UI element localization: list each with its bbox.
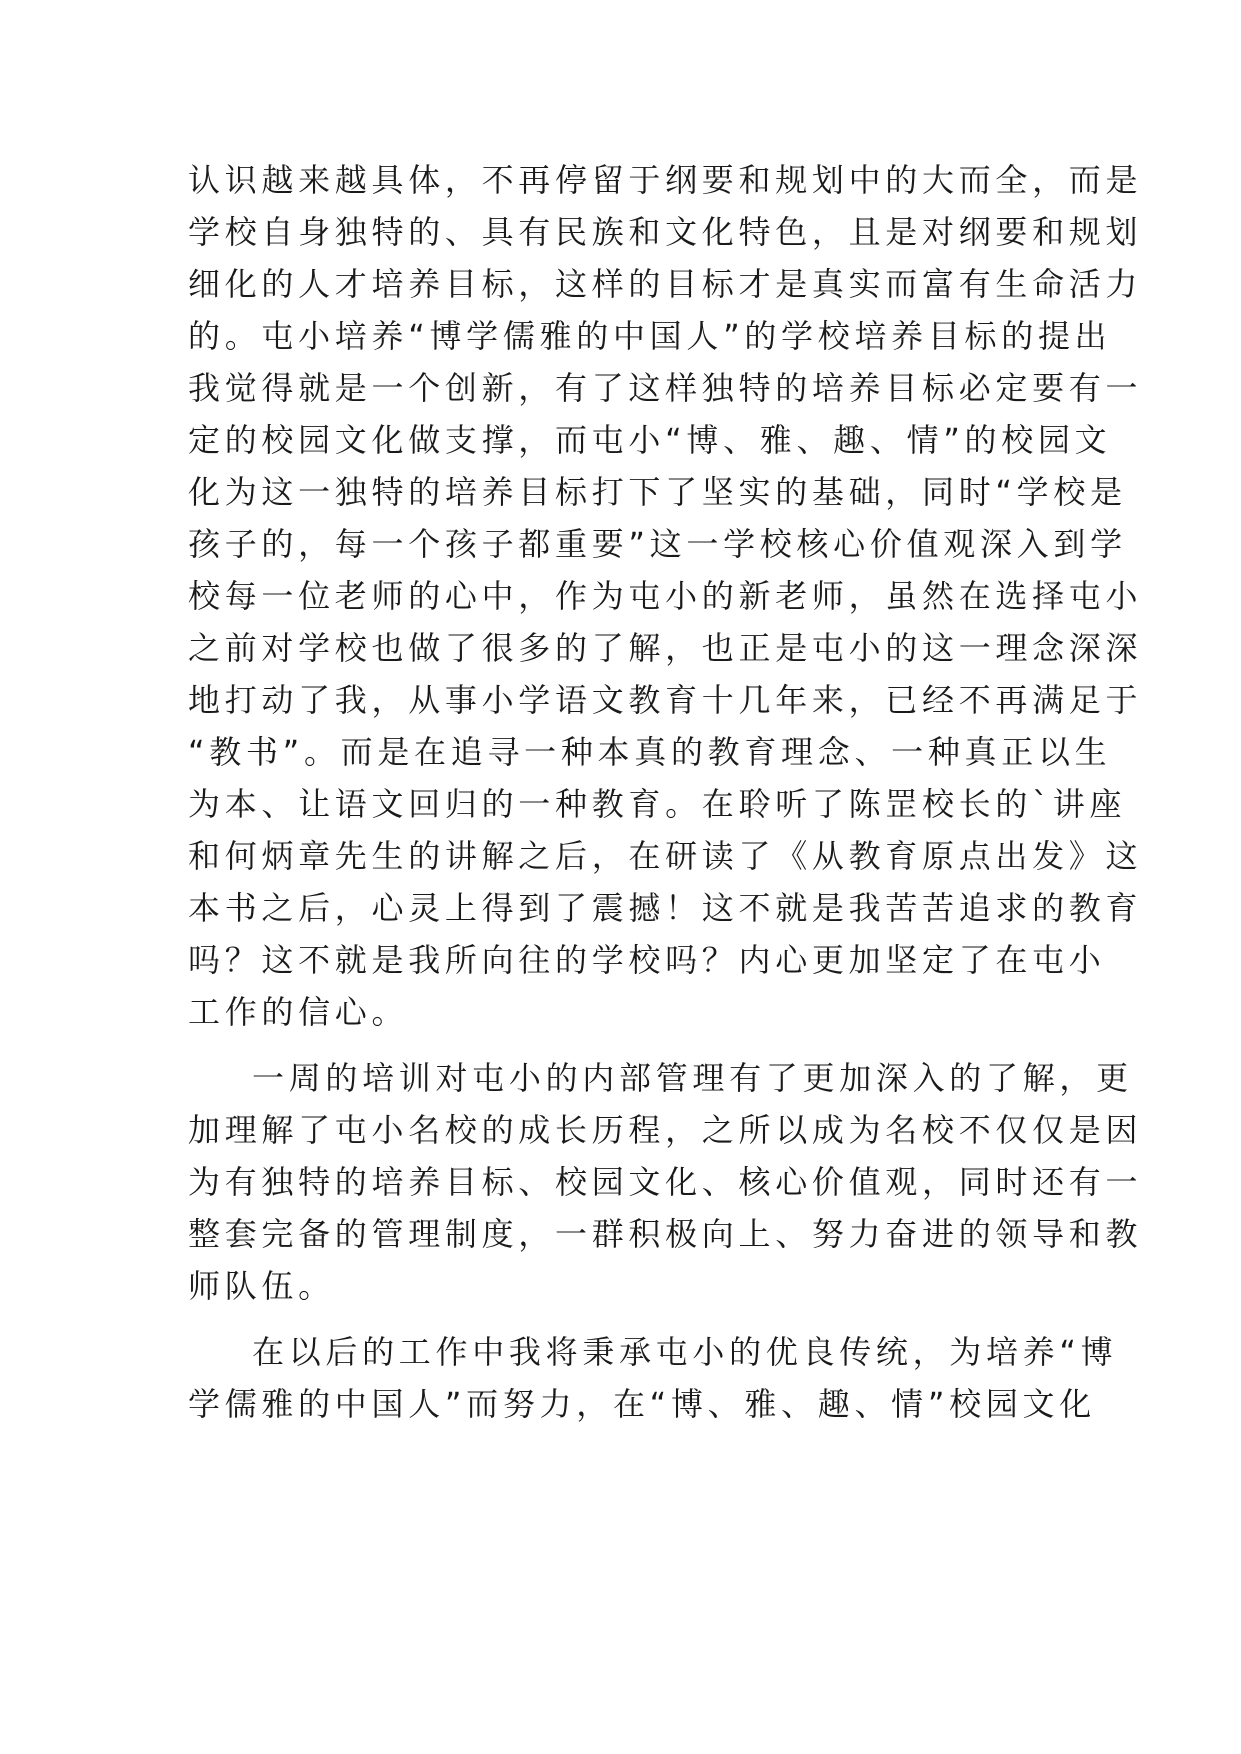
text-line-indented: 在以后的工作中我将秉承屯小的优良传统，为培养“博: [252, 1333, 1118, 1371]
paragraph-3: [188, 1326, 1118, 1430]
text-line: 师队伍。: [188, 1267, 335, 1305]
document-body: [188, 154, 1143, 1444]
text-line: 学儒雅的中国人”而努力，在“博、雅、趣、情”校园文化: [188, 1385, 1096, 1423]
text-line: 认识越来越具体，不再停留于纲要和规划中的大而全，而是: [188, 161, 1143, 199]
text-line: 之前对学校也做了很多的了解，也正是屯小的这一理念深深: [188, 629, 1143, 667]
text-line: “教书”。而是在追寻一种本真的教育理念、一种真正以生: [188, 733, 1112, 771]
text-line: 学校自身独特的、具有民族和文化特色，且是对纲要和规划: [188, 213, 1143, 251]
text-line: 孩子的，每一个孩子都重要”这一学校核心价值观深入到学: [188, 525, 1127, 563]
text-line: 定的校园文化做支撑，而屯小“博、雅、趣、情”的校园文: [188, 421, 1112, 459]
paragraph-1: [188, 154, 1143, 1038]
text-line: 工作的信心。: [188, 993, 409, 1031]
text-line: 和何炳章先生的讲解之后，在研读了《从教育原点出发》这: [188, 837, 1143, 875]
text-line: 的。屯小培养“博学儒雅的中国人”的学校培养目标的提出: [188, 317, 1112, 355]
text-line: 化为这一独特的培养目标打下了坚实的基础，同时“学校是: [188, 473, 1127, 511]
text-line: 本书之后，心灵上得到了震撼！这不就是我苦苦追求的教育: [188, 889, 1143, 927]
text-line: 吗？这不就是我所向往的学校吗？内心更加坚定了在屯小: [188, 941, 1106, 979]
text-line: 我觉得就是一个创新，有了这样独特的培养目标必定要有一: [188, 369, 1143, 407]
text-line: 为有独特的培养目标、校园文化、核心价值观，同时还有一: [188, 1163, 1143, 1201]
text-line-indented: 一周的培训对屯小的内部管理有了更加深入的了解，更: [252, 1059, 1133, 1097]
text-line: 整套完备的管理制度，一群积极向上、努力奋进的领导和教: [188, 1215, 1143, 1253]
text-line: 为本、让语文回归的一种教育。在聆听了陈罡校长的`讲座: [188, 785, 1127, 823]
text-line: 细化的人才培养目标，这样的目标才是真实而富有生命活力: [188, 265, 1143, 303]
text-line: 校每一位老师的心中，作为屯小的新老师，虽然在选择屯小: [188, 577, 1143, 615]
text-line: 地打动了我，从事小学语文教育十几年来，已经不再满足于: [188, 681, 1143, 719]
paragraph-2: [188, 1052, 1143, 1312]
text-line: 加理解了屯小名校的成长历程，之所以成为名校不仅仅是因: [188, 1111, 1143, 1149]
